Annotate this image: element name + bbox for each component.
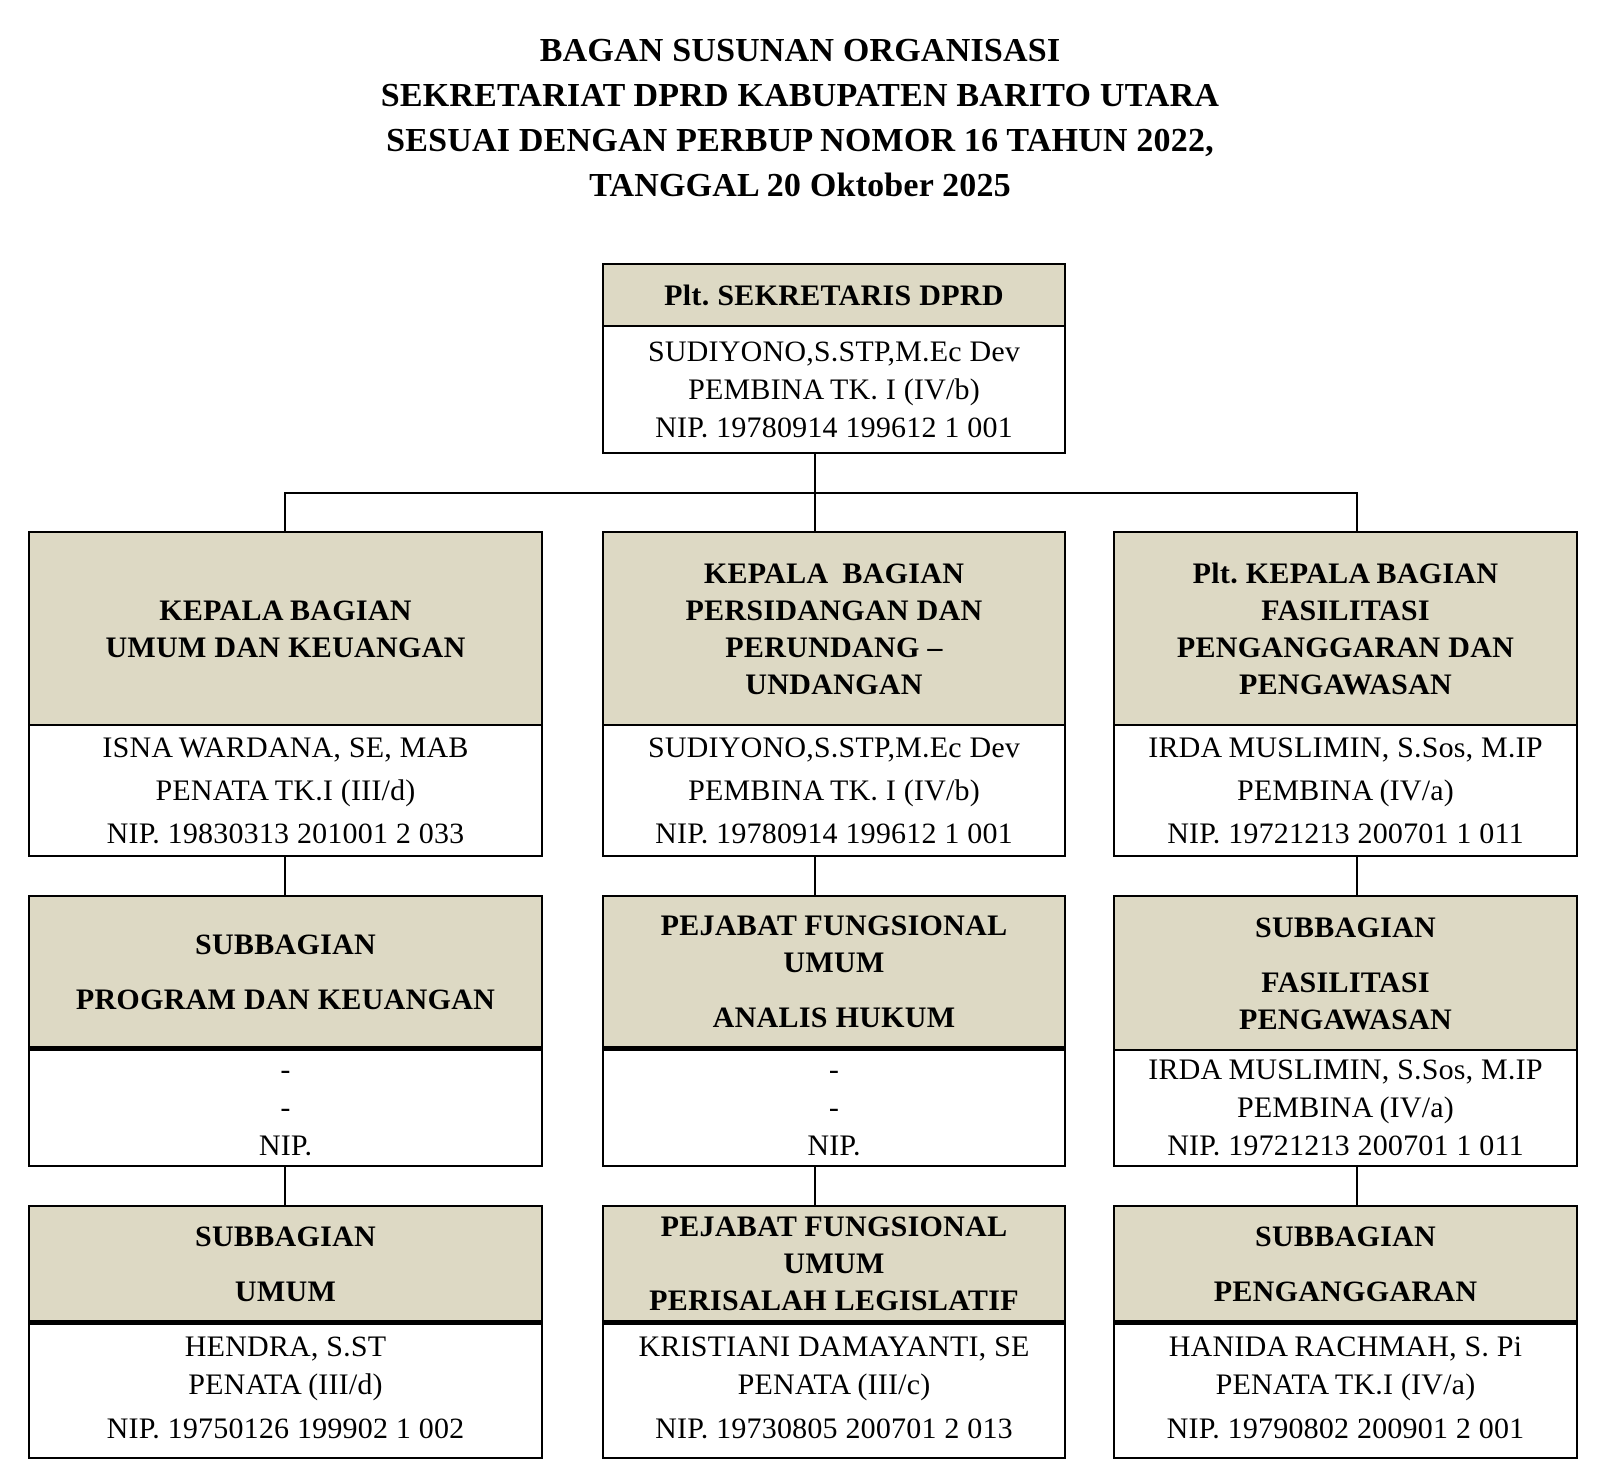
node-fungsional-perisalah-line1b: UMUM bbox=[783, 1247, 885, 1280]
connector-col1-b bbox=[284, 1166, 286, 1206]
connector-col2-a bbox=[814, 856, 816, 896]
node-subbag-pengawasan-rank: PEMBINA (IV/a) bbox=[1237, 1091, 1454, 1124]
connector-col3-a bbox=[1356, 856, 1358, 896]
node-fungsional-perisalah-line1: PEJABAT FUNGSIONAL bbox=[660, 1210, 1008, 1243]
node-kabag-umum bbox=[28, 531, 543, 857]
connector-horizontal bbox=[284, 492, 1358, 494]
node-subbag-program-name: - bbox=[280, 1053, 291, 1086]
node-kabag-fasilitasi-title-4: PENGAWASAN bbox=[1238, 667, 1453, 701]
node-kabag-fasilitasi-title-2: FASILITASI bbox=[1261, 593, 1430, 627]
node-subbag-program-line1: SUBBAGIAN bbox=[194, 927, 377, 961]
node-subbag-pengawasan-nip: NIP. 19721213 200701 1 011 bbox=[1167, 1129, 1524, 1162]
node-subbag-pengawasan-line2b: PENGAWASAN bbox=[1238, 1002, 1453, 1036]
node-kabag-persidangan bbox=[602, 531, 1066, 857]
node-kabag-umum-title-2: UMUM DAN KEUANGAN bbox=[105, 630, 466, 664]
node-kabag-persidangan-rank: PEMBINA TK. I (IV/b) bbox=[688, 774, 980, 807]
node-subbag-umum-name: HENDRA, S.ST bbox=[184, 1330, 387, 1363]
node-fungsional-perisalah-body bbox=[604, 1325, 1064, 1457]
node-subbag-penganggaran bbox=[1113, 1205, 1578, 1459]
node-kabag-fasilitasi-position bbox=[1115, 533, 1576, 726]
node-kabag-fasilitasi-name: IRDA MUSLIMIN, S.Sos, M.IP bbox=[1148, 731, 1543, 764]
node-kabag-persidangan-body bbox=[604, 726, 1064, 855]
node-subbag-program-nip: NIP. bbox=[258, 1129, 313, 1162]
node-subbag-program-body bbox=[30, 1051, 541, 1165]
node-subbag-umum-rank: PENATA (III/d) bbox=[188, 1368, 383, 1401]
title-line-3: SESUAI DENGAN PERBUP NOMOR 16 TAHUN 2022, bbox=[386, 122, 1214, 159]
node-subbag-pengawasan-position bbox=[1115, 897, 1576, 1051]
connector-col1-drop bbox=[284, 492, 286, 532]
node-kabag-fasilitasi-title-3: PENGANGGARAN DAN bbox=[1176, 630, 1515, 664]
node-fungsional-perisalah-position bbox=[604, 1207, 1064, 1325]
node-kabag-umum-rank: PENATA TK.I (III/d) bbox=[155, 774, 416, 807]
node-fungsional-perisalah-rank: PENATA (III/c) bbox=[737, 1368, 931, 1401]
node-subbag-pengawasan-line2: FASILITASI bbox=[1261, 965, 1430, 999]
node-sekretaris-name: SUDIYONO,S.STP,M.Ec Dev bbox=[647, 334, 1021, 368]
node-fungsional-analis-nip: NIP. bbox=[807, 1129, 861, 1162]
connector-col3-drop bbox=[1356, 492, 1358, 532]
node-fungsional-analis-position bbox=[604, 897, 1064, 1051]
node-fungsional-analis-name: - bbox=[828, 1053, 840, 1086]
node-subbag-penganggaran-body bbox=[1115, 1325, 1576, 1457]
node-subbag-program-line2: PROGRAM DAN KEUANGAN bbox=[75, 982, 496, 1016]
node-subbag-umum-line1: SUBBAGIAN bbox=[194, 1219, 377, 1253]
node-subbag-pengawasan-name: IRDA MUSLIMIN, S.Sos, M.IP bbox=[1148, 1053, 1543, 1086]
node-fungsional-analis-rank: - bbox=[828, 1091, 840, 1124]
node-subbag-umum-position bbox=[30, 1207, 541, 1325]
node-subbag-umum-body bbox=[30, 1325, 541, 1457]
node-sekretaris-rank: PEMBINA TK. I (IV/b) bbox=[688, 372, 980, 406]
node-fungsional-perisalah-name: KRISTIANI DAMAYANTI, SE bbox=[638, 1330, 1030, 1363]
connector-col2-b bbox=[814, 1166, 816, 1206]
node-sekretaris-position-text: Plt. SEKRETARIS DPRD bbox=[664, 278, 1004, 312]
node-kabag-fasilitasi bbox=[1113, 531, 1578, 857]
node-fungsional-analis-line2: ANALIS HUKUM bbox=[712, 1001, 956, 1034]
node-sekretaris-position bbox=[604, 265, 1064, 327]
node-fungsional-perisalah-line2: PERISALAH LEGISLATIF bbox=[649, 1284, 1019, 1317]
node-kabag-umum-nip: NIP. 19830313 201001 2 033 bbox=[106, 817, 465, 850]
connector-top-down bbox=[814, 453, 816, 494]
node-kabag-persidangan-title-1: KEPALA BAGIAN bbox=[703, 556, 965, 590]
node-subbag-penganggaran-rank: PENATA TK.I (IV/a) bbox=[1215, 1368, 1476, 1401]
node-subbag-penganggaran-line2: PENGANGGARAN bbox=[1213, 1274, 1478, 1308]
node-fungsional-perisalah-nip: NIP. 19730805 200701 2 013 bbox=[655, 1412, 1013, 1445]
node-sekretaris-nip: NIP. 19780914 199612 1 001 bbox=[655, 410, 1013, 444]
node-subbag-program-rank: - bbox=[280, 1091, 291, 1124]
node-subbag-pengawasan bbox=[1113, 895, 1578, 1167]
node-kabag-persidangan-title-3: PERUNDANG – bbox=[725, 630, 943, 664]
node-kabag-persidangan-title-4: UNDANGAN bbox=[745, 667, 923, 701]
node-kabag-persidangan-nip: NIP. 19780914 199612 1 001 bbox=[655, 817, 1013, 850]
chart-title bbox=[0, 28, 1600, 208]
node-fungsional-analis-body bbox=[604, 1051, 1064, 1165]
node-kabag-fasilitasi-rank: PEMBINA (IV/a) bbox=[1237, 774, 1454, 807]
node-subbag-umum-line2: UMUM bbox=[234, 1274, 337, 1308]
node-subbag-umum bbox=[28, 1205, 543, 1459]
node-sekretaris bbox=[602, 263, 1066, 454]
node-kabag-persidangan-title-2: PERSIDANGAN DAN bbox=[685, 593, 983, 627]
connector-col3-b bbox=[1356, 1166, 1358, 1206]
node-kabag-fasilitasi-nip: NIP. 19721213 200701 1 011 bbox=[1167, 817, 1524, 850]
node-fungsional-analis-line1: PEJABAT FUNGSIONAL bbox=[660, 909, 1008, 942]
node-kabag-persidangan-position bbox=[604, 533, 1064, 726]
title-line-2: SEKRETARIAT DPRD KABUPATEN BARITO UTARA bbox=[380, 77, 1220, 114]
node-subbag-pengawasan-line1: SUBBAGIAN bbox=[1254, 910, 1437, 944]
node-fungsional-analis bbox=[602, 895, 1066, 1167]
connector-col2-drop bbox=[814, 492, 816, 532]
node-kabag-umum-position bbox=[30, 533, 541, 726]
node-fungsional-analis-line1b: UMUM bbox=[783, 946, 885, 979]
node-subbag-penganggaran-line1: SUBBAGIAN bbox=[1254, 1219, 1437, 1253]
node-subbag-penganggaran-nip: NIP. 19790802 200901 2 001 bbox=[1166, 1412, 1525, 1445]
node-fungsional-perisalah bbox=[602, 1205, 1066, 1459]
node-kabag-umum-body bbox=[30, 726, 541, 855]
node-subbag-pengawasan-body bbox=[1115, 1051, 1576, 1165]
node-subbag-penganggaran-position bbox=[1115, 1207, 1576, 1325]
node-subbag-penganggaran-name: HANIDA RACHMAH, S. Pi bbox=[1168, 1330, 1523, 1363]
node-subbag-program bbox=[28, 895, 543, 1167]
connector-col1-a bbox=[284, 856, 286, 896]
node-kabag-fasilitasi-title-1: Plt. KEPALA BAGIAN bbox=[1192, 556, 1499, 590]
node-sekretaris-body bbox=[604, 327, 1064, 452]
title-line-4: TANGGAL 20 Oktober 2025 bbox=[589, 167, 1011, 204]
title-line-1: BAGAN SUSUNAN ORGANISASI bbox=[539, 32, 1061, 69]
node-kabag-umum-title-1: KEPALA BAGIAN bbox=[159, 593, 412, 627]
node-subbag-program-position bbox=[30, 897, 541, 1051]
node-subbag-umum-nip: NIP. 19750126 199902 1 002 bbox=[106, 1412, 465, 1445]
node-kabag-fasilitasi-body bbox=[1115, 726, 1576, 855]
node-kabag-persidangan-name: SUDIYONO,S.STP,M.Ec Dev bbox=[647, 731, 1021, 764]
node-kabag-umum-name: ISNA WARDANA, SE, MAB bbox=[102, 731, 469, 764]
